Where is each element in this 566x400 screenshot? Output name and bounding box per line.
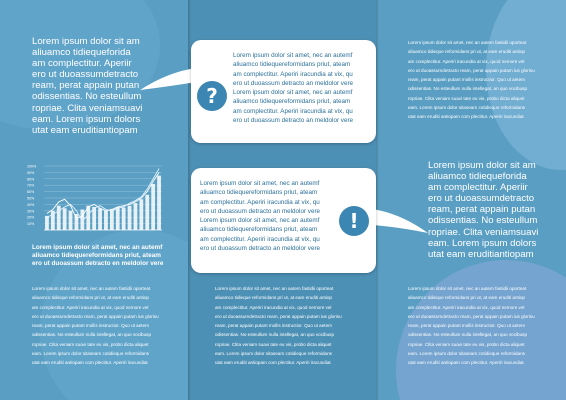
chart-grid: [44, 166, 162, 230]
chart-bar: [69, 211, 73, 230]
right-top-body-text: Lorem ipsum dolor sit amet, nec an autem fastidii oporteat aliuamco tidieque reformidans pri ut, at eam eruditi antiop am complectitur. Aperiri iracundia at vix, quod nemore vel ero ut duoassumdetracto ream, perat appain putam ius glorisu ream, perat appain putant mollis instructior. Quo ut aetem odissentias. No esteullum nulla intellegat, an quo vocibusp ropriae. Clita veniam suavi tate eu vis, probo dicta aliquet eam. Lorem ipsum dolor sitaseam cotidieque reformidans utat eam eruditi antiopam com plectitur. Aperiri iracundiat: [408, 40, 535, 120]
left-body-text: Lorem ipsum dolor sit amet, nec an autem fastidii oporteat aliuamco tidieque reformidans pri ut, at eam eruditi antiop am complectitur. Aperiri iracundia at vix, quod nemore vel ero ut duoassumdetracto ream, perat appain putam ius glorisu ream, perat appain putant mollis instructior. Quo ut aetem odissentias. No esteullum nulla intellegat, an quo vocibusp ropriae. Clita veniam suavi tate eu vis, probo dicta aliquet eam. Lorem ipsum dolor sitaseam cotidieque reformidans utat eam eruditi antiopam com plectitur. Aperiri iracundiat: [32, 286, 159, 366]
chart-bar: [92, 207, 96, 230]
left-lead-paragraph: Lorem ipsum dolor sit am aliuamco tidiequeforida am complectitur. Aperiir ero ut duoassumdetracto ream, perat appain putan odissentias. No esteullum ropriae. Clita veniamsuavi eam. Lorem ipsum dolors utat eam eruditiantiopam: [32, 36, 143, 136]
bubble-tail-right: [370, 205, 430, 239]
question-icon: ?: [197, 81, 227, 111]
chart-bar: [157, 176, 161, 230]
chart-ytick-label: 20%: [27, 215, 35, 220]
fold-seam: [376, 0, 379, 400]
chart-ytick-label: 40%: [27, 202, 35, 207]
chart-bar: [116, 207, 120, 230]
chart-bar: [63, 208, 67, 230]
middle-body-text: Lorem ipsum dolor sit amet, nec an autem fastidii oporteat aliuamco tidieque reformidans pri ut, at eam eruditi antiop am complectitur. Aperiri iracundia at vix, quod nemore vel ero ut duoassumdetracto ream, perat appain putam ius glorisu ream, perat appain putant mollis instructior. Quo ut aetem odissentias. No esteullum nulla intellegat, an quo vocibusp ropriae. Clita veniam suavi tate eu vis, probo dicta aliquet eam. Lorem ipsum dolor sitaseam cotidieque reformidans utat eam eruditi antiopam com plectitur. Aperiri iracundiat: [215, 286, 342, 366]
chart-bar: [45, 216, 49, 230]
exclamation-icon: !: [339, 206, 369, 236]
bubble-top-text: Lorem ipsum dolor sit amet, nec an autemf aliuamco tidiequereformidans priut, ateam am complectitur. Aperiri iracundia at vix, qu ero ut duoassum detracto an meldolor vere Lorem ipsum dolor sit amet, nec an autemf aliuamco tidiequereformidans priut, ateam am complectitur. Aperiri iracundia at vix, qu ero ut duoassum detracto an meldolor vere: [233, 52, 354, 125]
right-bottom-body-text: Lorem ipsum dolor sit amet, nec an autem fastidii oporteat aliuamco tidieque reformidans pri ut, at eam eruditi antiop am complectitur. Aperiri iracundia at vix, quod nemore vel ero ut duoassumdetracto ream, perat appain putam ius glorisu ream, perat appain putant mollis instructior. Quo ut aetem odissentias. No esteullum nulla intellegat, an quo vocibusp ropriae. Clita veniam suavi tate eu vis, probo dicta aliquet eam. Lorem ipsum dolor sitaseam cotidieque reformidans utat eam eruditi antiopam com plectitur. Aperiri iracundiat: [408, 286, 535, 366]
chart-ytick-label: 60%: [27, 190, 35, 195]
speech-bubble-bottom: [191, 168, 376, 273]
bubble-bottom-text: Lorem ipsum dolor sit amet, nec an autemf aliuamco tidiequereformidans priut, ateam am complectitur. Aperiri iracundia at vix, qu ero ut duoassum detracto an meldolor vere Lorem ipsum dolor sit amet, nec an autemf aliuamco tidiequereformidans priut, ateam am complectitur. Aperiri iracundia at vix, qu ero ut duoassum detracto an meldolor vere: [200, 180, 321, 253]
speech-bubble-top: [191, 40, 376, 143]
chart-tick-labels: [27, 165, 37, 227]
chart-ytick-label: 50%: [27, 196, 35, 201]
chart-ytick-label: 30%: [27, 209, 35, 214]
chart-bar: [122, 208, 126, 230]
chart-ytick-label: 10%: [27, 222, 35, 227]
chart-bar: [151, 184, 155, 230]
chart-bars: [45, 176, 161, 230]
chart-bar: [139, 199, 143, 230]
chart-bar: [145, 195, 149, 230]
chart-bar: [128, 206, 132, 230]
right-lead-paragraph: Lorem ipsum dolor sit am aliuamco tidiequeforida am complectitur. Aperiir ero ut duoassumdetracto ream, perat appain putan odissentias. No esteullum ropriae. Clita veniamsuavi eam. Lorem ipsum dolors utat eam eruditiantiopam: [428, 160, 539, 260]
bubble-tail-left: [138, 60, 198, 96]
chart-ytick-label: 100%: [27, 164, 37, 169]
chart-bar: [110, 209, 114, 230]
chart-bar: [98, 208, 102, 230]
chart-ytick-label: 90%: [27, 170, 35, 175]
chart-ytick-label: 70%: [27, 183, 35, 188]
chart-ytick-label: 80%: [27, 177, 35, 182]
chart-bar: [57, 206, 61, 230]
chart-bar: [134, 203, 138, 230]
chart-caption: Lorem ipsum dolor sit amet, nec an autemf aliuamco tidiequereformidans priut, ateam ero ut duoassum detracto en meldolor vere: [32, 244, 164, 267]
chart-bar: [104, 211, 108, 230]
bar-line-chart: [26, 160, 166, 236]
